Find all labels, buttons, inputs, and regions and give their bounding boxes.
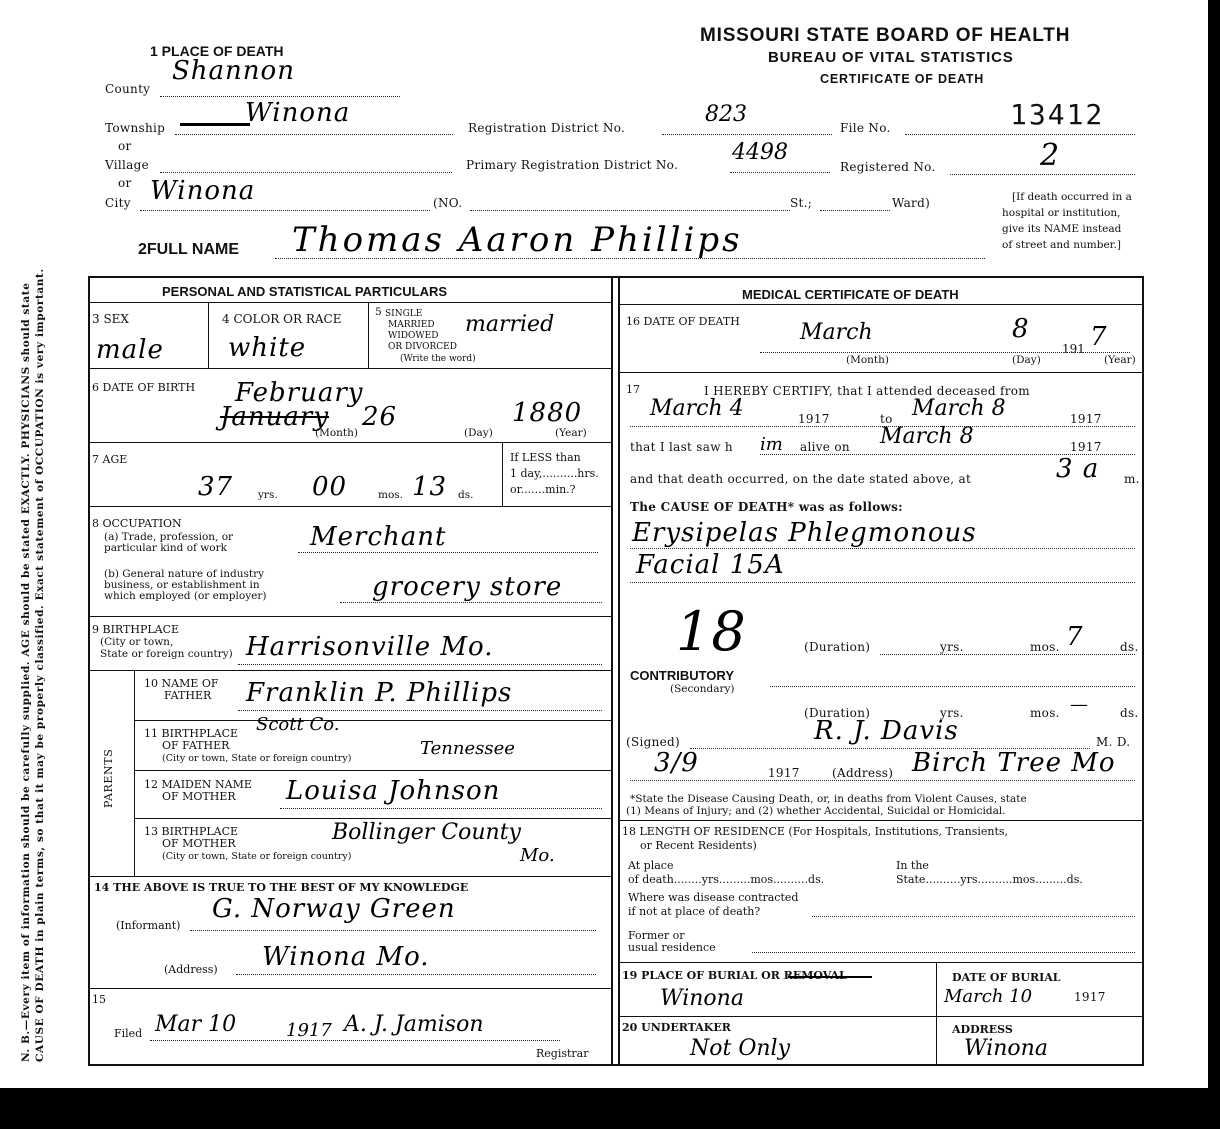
township-value: Winona — [245, 98, 351, 128]
father-birthplace-1: Scott Co. — [256, 714, 340, 735]
hospital-note-4: of street and number.] — [1002, 239, 1121, 251]
row-3-line — [88, 506, 612, 507]
scan-edge-bottom — [0, 1088, 1220, 1129]
occ-b-2: business, or establishment in — [104, 579, 260, 591]
filed-year: 1917 — [286, 1020, 332, 1041]
contributory-line — [770, 686, 1135, 687]
sex-divider — [208, 302, 209, 368]
signed-date: 3/9 — [654, 748, 699, 778]
father-line — [238, 710, 602, 711]
father-bp-3: (City or town, State or foreign country) — [162, 753, 352, 764]
duration2-mos: mos. — [1030, 706, 1060, 720]
medical-heading-line — [618, 304, 1143, 305]
to-label: to — [880, 412, 893, 426]
age-yrs-label: yrs. — [258, 489, 278, 501]
age-days-value: 13 — [412, 472, 448, 502]
father-label-1: 10 NAME OF — [144, 677, 219, 690]
burial-place-value: Winona — [660, 986, 744, 1011]
mother-value: Louisa Johnson — [286, 776, 501, 806]
duration-ds: ds. — [1120, 640, 1139, 654]
informant-heading: 14 THE ABOVE IS TRUE TO THE BEST OF MY KNOWLEDGE — [94, 881, 469, 894]
father-bp-2: OF FATHER — [162, 739, 230, 752]
certify-text: I HEREBY CERTIFY, that I attended deceased from — [704, 384, 1030, 398]
marital-single: SINGLE — [385, 309, 423, 319]
marital-divorced: OR DIVORCED — [388, 342, 457, 352]
death-time: 3 a — [1056, 454, 1100, 484]
color-label: 4 COLOR OR RACE — [222, 312, 342, 326]
medical-row-4-line — [618, 1016, 1143, 1017]
residence-label-1: 18 LENGTH OF RESIDENCE (For Hospitals, Institutions, Transients, — [622, 825, 1009, 838]
ward-line — [820, 210, 890, 211]
registered-no-label: Registered No. — [840, 160, 936, 174]
last-saw-date: March 8 — [880, 424, 974, 449]
occupation-value: Merchant — [310, 522, 447, 552]
parents-divider — [134, 670, 135, 876]
signed-address-label: (Address) — [832, 766, 894, 780]
marital-value: married — [465, 312, 555, 337]
side-note-line1: N. B.—Every item of information should be carefully supplied. AGE should be stated EXACTLY. PHYSICIANS should state — [20, 282, 32, 1062]
mother-bp-3: (City or town, State or foreign country) — [162, 851, 352, 862]
age-divider — [502, 442, 503, 506]
grid-mid — [611, 276, 613, 1066]
registrar-value: A. J. Jamison — [344, 1012, 484, 1037]
mother-birthplace-2: Mo. — [520, 845, 555, 866]
dob-month-cap: (Month) — [315, 427, 359, 439]
occ-a-2: particular kind of work — [104, 542, 227, 554]
last-saw-text: that I last saw h — [630, 440, 733, 454]
m-label: m. — [1124, 472, 1140, 486]
birthplace-label: 9 BIRTHPLACE — [92, 623, 180, 636]
dob-year-cap: (Year) — [555, 427, 587, 439]
informant-label: (Informant) — [116, 919, 181, 932]
age-mos-label: mos. — [378, 489, 404, 501]
reg-district-line — [662, 134, 832, 135]
at-place-1: At place — [628, 859, 674, 872]
undertaker-address-label: ADDRESS — [952, 1023, 1013, 1036]
village-line — [160, 172, 452, 173]
birthplace-line — [238, 664, 602, 665]
dob-month-value: February — [235, 378, 364, 408]
mother-label-2: OF MOTHER — [162, 790, 236, 803]
mother-label-1: 12 MAIDEN NAME — [144, 778, 252, 791]
burial-date-value: March 10 — [944, 986, 1033, 1007]
street-line — [470, 210, 790, 211]
occ-b-1: (b) General nature of industry — [104, 568, 265, 580]
signed-value: R. J. Davis — [814, 716, 959, 746]
scan-edge-right — [1208, 0, 1220, 1129]
contracted-1: Where was disease contracted — [628, 891, 799, 904]
medical-row-2-line — [618, 820, 1143, 821]
mother-bp-2: OF MOTHER — [162, 837, 236, 850]
burial-year: 1917 — [1074, 990, 1106, 1004]
md-label: M. D. — [1096, 735, 1131, 749]
birthplace-sub1: (City or town, — [100, 636, 174, 648]
hospital-note-2: hospital or institution, — [1002, 207, 1121, 219]
burial-date-label: DATE OF BURIAL — [952, 971, 1061, 984]
board-title: MISSOURI STATE BOARD OF HEALTH — [700, 25, 1071, 46]
duration2-yrs: yrs. — [940, 706, 964, 720]
death-occurred-text: and that death occurred, on the date stated above, at — [630, 472, 972, 486]
cause-line-1 — [630, 548, 1135, 549]
filed-line — [150, 1040, 560, 1041]
former-2: usual residence — [628, 941, 716, 954]
removal-strike — [788, 976, 872, 978]
industry-value: grocery store — [372, 572, 563, 602]
city-line — [140, 210, 430, 211]
last-saw-year: 1917 — [1070, 440, 1102, 454]
row-1-line — [88, 368, 612, 369]
father-bp-1: 11 BIRTHPLACE — [144, 727, 239, 740]
county-label: County — [105, 82, 151, 96]
occ-a-1: (a) Trade, profession, or — [104, 531, 234, 543]
burial-divider — [936, 962, 937, 1066]
place-of-death-label: 1 PLACE OF DEATH — [150, 43, 284, 59]
hospital-note-1: [If death occurred in a — [1012, 191, 1132, 203]
signed-year: 1917 — [768, 766, 800, 780]
st-label: St.; — [790, 196, 813, 210]
informant-address-line — [236, 974, 596, 975]
dob-month-struck: January — [220, 402, 330, 432]
city-value: Winona — [150, 176, 256, 206]
county-line — [160, 96, 400, 97]
duration-days: 7 — [1066, 622, 1084, 652]
medical-row-1-line — [618, 372, 1143, 373]
mother-bp-1: 13 BIRTHPLACE — [144, 825, 239, 838]
grid-right — [1142, 276, 1144, 1066]
filed-num: 15 — [92, 993, 106, 1006]
attend-from-year: 1917 — [798, 412, 830, 426]
hospital-note-3: give its NAME instead — [1002, 223, 1122, 235]
village-label: Village — [105, 158, 150, 172]
registrar-label: Registrar — [536, 1047, 589, 1060]
burial-place-label: 19 PLACE OF BURIAL OR REMOVAL — [622, 969, 847, 982]
no-label: (NO. — [433, 196, 463, 210]
age-years-value: 37 — [198, 472, 234, 502]
city-label: City — [105, 196, 131, 210]
age-months-value: 00 — [312, 472, 348, 502]
dod-year-pre: 191 — [1062, 342, 1085, 356]
birthplace-sub2: State or foreign country) — [100, 648, 233, 660]
parents-label: PARENTS — [102, 748, 115, 808]
file-no-label: File No. — [840, 121, 891, 135]
contributory-label: CONTRIBUTORY — [630, 668, 734, 683]
bureau-title: BUREAU OF VITAL STATISTICS — [768, 49, 1014, 66]
father-birthplace-2: Tennessee — [420, 738, 515, 759]
dod-day-cap: (Day) — [1012, 354, 1041, 366]
sex-value: male — [96, 335, 164, 365]
former-1: Former or — [628, 929, 685, 942]
medical-row-3-line — [618, 962, 1143, 963]
duration2-ds: ds. — [1120, 706, 1139, 720]
duration-line — [880, 654, 1135, 655]
dod-label: 16 DATE OF DEATH — [626, 315, 740, 328]
footnote-1: *State the Disease Causing Death, or, in deaths from Violent Causes, state — [630, 793, 1027, 805]
attend-to-year: 1917 — [1070, 412, 1102, 426]
alive-on: alive on — [800, 440, 850, 454]
duration-yrs: yrs. — [940, 640, 964, 654]
row-5-line — [88, 670, 612, 671]
marital-married: MARRIED — [388, 320, 435, 330]
filed-label: Filed — [114, 1027, 143, 1040]
last-saw-him: im — [760, 434, 783, 455]
in-the-2: State..........yrs..........mos.........ds. — [896, 873, 1083, 886]
duration2-label: (Duration) — [804, 706, 871, 720]
less-1: If LESS than — [510, 451, 581, 464]
attend-to: March 8 — [912, 396, 1006, 421]
certificate-title: CERTIFICATE OF DEATH — [820, 72, 985, 86]
informant-line — [190, 930, 596, 931]
reg-district-value: 823 — [705, 102, 747, 127]
dob-label: 6 DATE OF BIRTH — [92, 381, 196, 394]
cause-line-2 — [630, 582, 1135, 583]
signed-address-value: Birch Tree Mo — [912, 748, 1116, 778]
occupation-label: 8 OCCUPATION — [92, 517, 182, 530]
row-8-line — [134, 818, 612, 819]
informant-address-label: (Address) — [164, 963, 218, 976]
or-label-2: or — [118, 176, 132, 190]
personal-heading-line — [88, 302, 612, 303]
primary-reg-value: 4498 — [732, 140, 788, 165]
marital-widowed: WIDOWED — [388, 331, 439, 341]
grid-bottom — [88, 1064, 1144, 1066]
undertaker-address-value: Winona — [964, 1036, 1048, 1061]
dod-month-value: March — [800, 320, 873, 345]
duration-label: (Duration) — [804, 640, 871, 654]
undertaker-label: 20 UNDERTAKER — [622, 1021, 731, 1034]
cert-num: 17 — [626, 383, 640, 396]
duration-mos: mos. — [1030, 640, 1060, 654]
dod-day-value: 8 — [1012, 314, 1030, 344]
dod-year-cap: (Year) — [1104, 354, 1136, 366]
father-label-2: FATHER — [164, 689, 212, 702]
registered-no-value: 2 — [1040, 138, 1061, 173]
row-6-line — [134, 720, 612, 721]
township-line — [175, 134, 453, 135]
dob-day-cap: (Day) — [464, 427, 493, 439]
cause-label: The CAUSE OF DEATH* was as follows: — [630, 500, 903, 514]
informant-address-value: Winona Mo. — [262, 942, 430, 972]
row-10-line — [88, 988, 612, 989]
color-divider — [368, 302, 369, 368]
row-2-line — [88, 442, 612, 443]
row-4-line — [88, 616, 612, 617]
full-name-value: Thomas Aaron Phillips — [292, 220, 743, 260]
dod-line — [760, 352, 1130, 353]
row-9-line — [88, 876, 612, 877]
file-no-value: 13412 — [1010, 98, 1105, 131]
township-struck-word — [180, 123, 250, 126]
registered-no-line — [950, 174, 1135, 175]
less-3: or.......min.? — [510, 483, 576, 496]
primary-reg-line — [730, 172, 830, 173]
township-label: Township — [105, 121, 166, 135]
marital-write: (Write the word) — [400, 354, 476, 364]
grid-mid-2 — [618, 276, 620, 1066]
secondary-label: (Secondary) — [670, 683, 735, 695]
color-value: white — [228, 333, 307, 363]
or-label-1: or — [118, 139, 132, 153]
dob-day-value: 26 — [362, 402, 398, 432]
former-line — [752, 952, 1135, 953]
filed-date: Mar 10 — [155, 1012, 237, 1037]
primary-reg-label: Primary Registration District No. — [466, 158, 679, 172]
medical-heading: MEDICAL CERTIFICATE OF DEATH — [742, 287, 959, 302]
mother-line — [280, 808, 602, 809]
contracted-line — [812, 916, 1135, 917]
signed-label: (Signed) — [626, 735, 681, 749]
file-no-line — [905, 134, 1135, 135]
occupation-line — [298, 552, 598, 553]
personal-heading: PERSONAL AND STATISTICAL PARTICULARS — [162, 284, 448, 299]
grid-left — [88, 276, 90, 1066]
age-ds-label: ds. — [458, 489, 474, 501]
occ-b-3: which employed (or employer) — [104, 590, 267, 602]
age-label: 7 AGE — [92, 453, 128, 466]
dod-month-cap: (Month) — [846, 354, 890, 366]
dod-year-value: 7 — [1090, 322, 1108, 352]
county-value: Shannon — [172, 56, 295, 86]
contracted-2: if not at place of death? — [628, 905, 761, 918]
footnote-2: (1) Means of Injury; and (2) whether Accidental, Suicidal or Homicidal. — [626, 805, 1006, 817]
full-name-label: 2FULL NAME — [138, 241, 240, 258]
cause-2: Facial 15A — [636, 550, 785, 580]
signed-address-line — [630, 780, 1135, 781]
reg-district-label: Registration District No. — [468, 121, 626, 135]
cause-1: Erysipelas Phlegmonous — [632, 518, 977, 548]
cause-mark: 18 — [676, 600, 747, 663]
less-2: 1 day,..........hrs. — [510, 467, 599, 480]
side-note-line2: CAUSE OF DEATH in plain terms, so that it may be properly classified. Exact statement of OCCUPATION is very important. — [34, 268, 46, 1062]
attend-from: March 4 — [650, 396, 744, 421]
at-place-2: of death........yrs.........mos..........ds. — [628, 873, 825, 886]
industry-line — [340, 602, 602, 603]
grid-top — [88, 276, 1144, 278]
mother-birthplace-1: Bollinger County — [332, 820, 521, 845]
undertaker-value: Not Only — [690, 1036, 790, 1061]
duration2-dash: — — [1070, 694, 1088, 715]
in-the-1: In the — [896, 859, 929, 872]
ward-label: Ward) — [892, 196, 931, 210]
birthplace-value: Harrisonville Mo. — [246, 632, 494, 662]
row-7-line — [134, 770, 612, 771]
father-value: Franklin P. Phillips — [246, 678, 513, 708]
marital-num: 5 — [375, 306, 382, 318]
informant-value: G. Norway Green — [212, 894, 456, 924]
sex-label: 3 SEX — [92, 312, 129, 326]
residence-label-2: or Recent Residents) — [640, 839, 757, 852]
dob-year-value: 1880 — [512, 398, 583, 428]
